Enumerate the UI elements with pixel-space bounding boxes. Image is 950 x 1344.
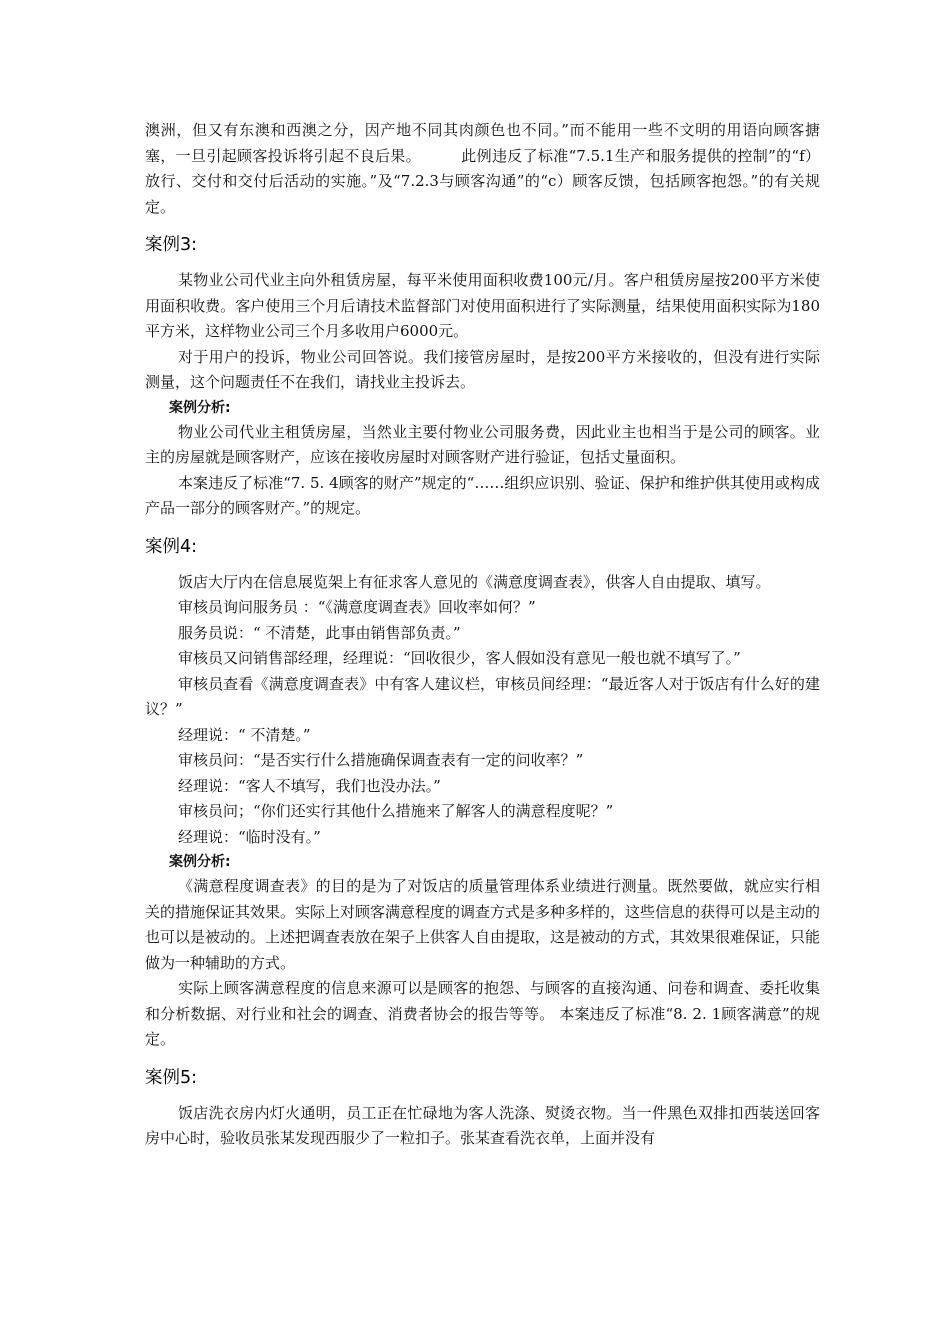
- intro-text-a: 澳洲，但又有东澳和西澳之分，因产地不同其肉颜色也不同。”而不能用一些不文明的用语向顾客搪塞，一旦引起顾客投诉将引起不良后果。: [145, 121, 820, 165]
- case4-dialog-line: 经理说：“客人不填写，我们也没办法。”: [178, 776, 441, 795]
- case4-analysis-2: 实际上顾客满意程度的信息来源可以是顾客的抱怨、与顾客的直接沟通、问卷和调查、委托收集和分析数据、对行业和社会的调查、消费者协会的报告等等。 本案违反了标准“8. 2. 1顾客满意”的规定。: [145, 979, 820, 1048]
- case4-dialog-line: 经理说：“临时没有。”: [178, 827, 321, 846]
- case5-heading: 案例5:: [145, 1067, 198, 1088]
- case3-paragraph-2: 对于用户的投诉，物业公司回答说。我们接管房屋时，是按200平方米接收的，但没有进行实际测量，这个问题责任不在我们，请找业主投诉去。: [145, 347, 820, 391]
- intro-text-b: 此例违反了标准“7.5.1生产和服务提供的控制”的“f）放行、交付和交付后活动的实施。”及“7.2.3与顾客沟通”的“c）顾客反馈，包括顾客抱怨。”的有关规定。: [145, 146, 820, 216]
- case4-heading: 案例4:: [145, 536, 198, 557]
- case4-dialog-line: 审核员问：“是否实行什么措施确保调查表有一定的问收率？”: [178, 751, 584, 769]
- case3-analysis-1: 物业公司代业主租赁房屋，当然业主要付物业公司服务费，因此业主也相当于是公司的顾客。业主的房屋就是顾客财产，应该在接收房屋时对顾客财产进行验证，包括丈量面积。: [145, 422, 820, 466]
- case4-dialog-line: 审核员询问服务员 ：“《满意度调查表》回收率如何？”: [178, 598, 536, 616]
- case4-dialog-line: 经理说：“ 不清楚。”: [178, 725, 311, 744]
- case3-analysis-2: 本案违反了标准“7. 5. 4顾客的财产”规定的“……组织应识别、验证、保护和维护供其使用或构成产品一部分的顾客财产。”的规定。: [145, 473, 820, 517]
- case4-dialog-line: 服务员说：“ 不清楚，此事由销售部负责。”: [178, 623, 461, 642]
- case4-dialog-line: 审核员问；“你们还实行其他什么措施来了解客人的满意程度呢？”: [178, 802, 614, 820]
- case5-paragraph-1: 饭店洗衣房内灯火通明，员工正在忙碌地为客人洗涤、熨烫衣物。当一件黑色双排扣西装送回客房中心时，验收员张某发现西服少了一粒扣子。张某查看洗衣单，上面并没有: [145, 1103, 820, 1147]
- intro-paragraph: [145, 118, 820, 220]
- case3-paragraph-1: 某物业公司代业主向外租赁房屋，每平米使用面积收费100元/月。客户租赁房屋按200平方米使用面积收费。客户使用三个月后请技术监督部门对使用面积进行了实际测量，结果使用面积实际为180平方米，这样物业公司三个月多收用户6000元。: [145, 271, 820, 340]
- case3-heading: 案例3:: [145, 235, 198, 255]
- case4-paragraph-1: 饭店大厅内在信息展览架上有征求客人意见的《满意度调查表》，供客人自由提取、填写。: [178, 572, 771, 591]
- case4-paragraph-2: 审核员又问销售部经理，经理说：“回收很少，客人假如没有意见一般也就不填写了。”: [178, 649, 741, 667]
- case4-analysis-heading: 案例分析:: [169, 854, 231, 870]
- case4-paragraph-3: 审核员查看《满意度调查表》中有客人建议栏，审核员间经理：“最近客人对于饭店有什么好的建议？”: [145, 674, 820, 718]
- case4-analysis-1: 《满意程度调查表》的目的是为了对饭店的质量管理体系业绩进行测量。既然要做，就应实行相关的措施保证其效果。实际上对顾客满意程度的调查方式是多种多样的，这些信息的获得可以是主动的也可以是被动的。上述把调查表放在架子上供客人自由提取，这是被动的方式，其效果很难保证，只能做为一种辅助的方式。: [145, 877, 821, 972]
- document-page: [145, 118, 820, 1152]
- case3-analysis-heading: 案例分析:: [169, 399, 231, 416]
